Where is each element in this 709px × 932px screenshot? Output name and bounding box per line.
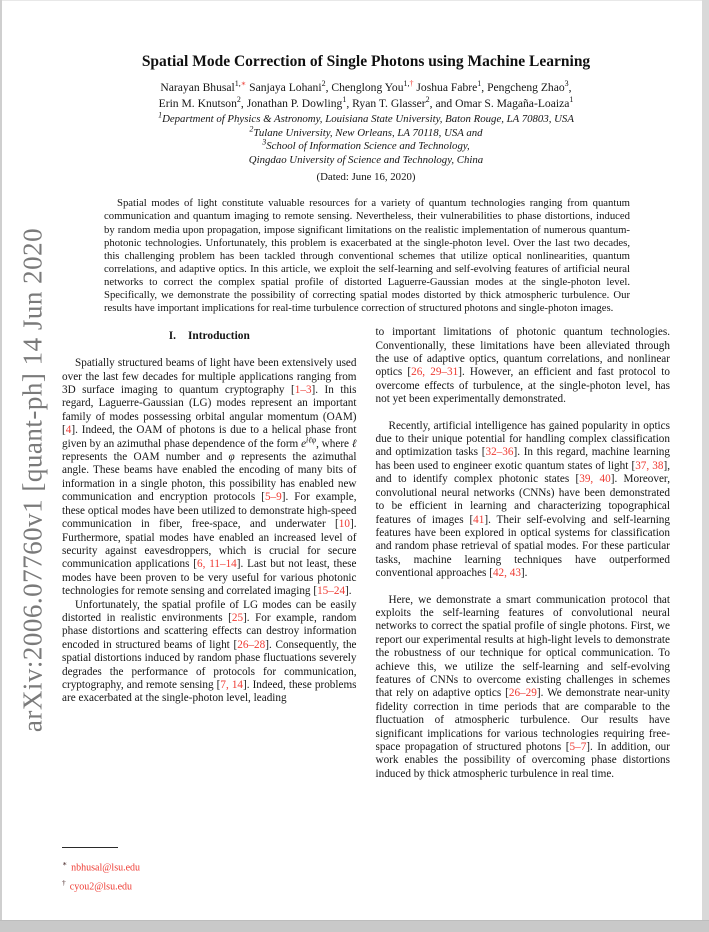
citation-link[interactable]: 26, 29–31 [411, 366, 459, 379]
dateline: (Dated: June 16, 2020) [316, 171, 416, 184]
paragraph: Recently, artificial intelligence has gained popularity in optics due to their unique potential for handling complex classification and optimization tasks [32–36]. In this regard, machine learning has been used to engineer exotic quantum states of light [37, 38], and to identify complex photonic states [39, 40]. Moreover, convolutional neural networks (CNNs) have been demonstrated to be efficient in learning and characterizing topographical features of images [41]. Their self-evolving and self-learning features have been explored in optical systems for classification and random phase retrieval of spatial modes. For these particular tasks, machine learning techniques have outperformed conventional approaches [42, 43]. [375, 419, 671, 580]
email-link[interactable]: cyou2@lsu.edu [69, 881, 133, 893]
citation-link[interactable]: 10 [338, 518, 350, 531]
citation-link[interactable]: 15–24 [317, 585, 346, 598]
affiliation-line: $^3$School of Information Science and Technology, [262, 137, 470, 153]
footnote-line [62, 856, 342, 875]
paper-content [62, 0, 670, 781]
footnote-block [62, 847, 342, 895]
citation-link[interactable]: 37, 38 [635, 459, 664, 472]
section-number: I. [168, 330, 176, 343]
author-line-2: Erin M. Knutson$^2$, Jonathan P. Dowling$^1$, Ryan T. Glasser$^2$, and Omar S. Magaña-Loaiza$^1$ [158, 94, 574, 110]
citation-link[interactable]: 5–7 [569, 741, 587, 753]
footnote-line [62, 875, 342, 894]
affiliation-block [62, 110, 670, 167]
scan-edge-left [0, 0, 2, 932]
citation-link[interactable]: 32–36 [485, 446, 514, 459]
citation-link[interactable]: 7, 14 [220, 678, 244, 691]
affiliation-line: Qingdao University of Science and Technology, China [248, 153, 484, 166]
right-column [376, 326, 671, 781]
footnote-marker: ∗ [62, 859, 68, 868]
author-block [62, 80, 670, 111]
citation-link[interactable]: 26–28 [237, 638, 266, 651]
section-heading-introduction [62, 329, 357, 344]
arxiv-stamp: arXiv:2006.07760v1 [quant-ph] 14 Jun 2020 [17, 227, 48, 733]
citation-link[interactable]: 39, 40 [579, 473, 611, 486]
abstract: Spatial modes of light constitute valuable resources for a variety of quantum technologies ranging from quantum communication and quantum imaging to remote sensing. Nevertheless, their vulnerabilities to phase distortions, induced by random media upon propagation, impose significant limitations on the realistic implementation of numerous quantum-photonic technologies. Unfortunately, this problem is exacerbated at the single-photon level. Over the last two decades, this challenging problem has been tackled through conventional schemes that utilize optical nonlinearities, quantum correlations, and adaptive optics. In this article, we exploit the self-learning and self-evolving features of artificial neural networks to correct the complex spatial profile of distorted Laguerre-Gaussian modes at the single-photon level. Specifically, we demonstrate the possibility of correcting spatial modes distorted by thick atmospheric turbulence. Our results have important implications for real-time turbulence correction of structured photons and single-photon images. [104, 197, 630, 315]
affiliation-line: $^1$Department of Physics & Astronomy, Louisiana State University, Baton Rouge, LA 70803, USA [158, 110, 574, 125]
affiliation-line: $^2$Tulane University, New Orleans, LA 70118, USA and [249, 124, 483, 139]
paragraph: Here, we demonstrate a smart communication protocol that exploits the self-learning features of convolutional neural networks to correct the spatial profile of single photons. First, we report our experimental results at high-light levels to demonstrate the robustness of our technique for optical communication. To achieve this, we utilize the self-learning and self-evolving features of CNNs to overcome existing challenges in schemes that rely on adaptive optics [26–29]. We demonstrate near-unity fidelity correction in time periods that are comparable to the fluctuation of atmospheric turbulence. Our results have significant implications for various technologies requiring free-space propagation of structured photons [5–7]. In addition, our work enables the possibility of overcoming phase distortions induced by thick atmospheric turbulence in real time. [375, 593, 671, 780]
scan-edge-bottom [0, 920, 709, 932]
citation-link[interactable]: 4 [65, 424, 72, 437]
footnote-rule [62, 847, 118, 848]
citation-link[interactable]: 42, 43 [492, 567, 521, 580]
paragraph: Unfortunately, the spatial profile of LG modes can be easily distorted in realistic environments [25]. For example, random phase distortions and scattering effects can destroy information encoded in structured beams of light [26–28]. Consequently, the spatial distortions induced by random phase fluctuations severely degrades the performance of protocols for communication, cryptography, and remote sensing [7, 14]. Indeed, these problems are exacerbated at the single-photon level, leading [62, 598, 357, 705]
paragraph: Spatially structured beams of light have been extensively used over the last few decades for multiple applications ranging from 3D surface imaging to quantum cryptography [1–3]. In this regard, Laguerre-Gaussian (LG) modes represent an important family of modes possessing orbital angular momentum (OAM) [4]. Indeed, the OAM of photons is due to a helical phase front given by an azimuthal phase dependence of the form $e^{i\ell\varphi}$, where ℓ represents the OAM number and φ represents the azimuthal angle. These beams have enabled the encoding of many bits of information in a single photon, this possibility has enabled new communication and encryption protocols [5–9]. For example, these optical modes have been utilized to demonstrate high-speed communication in fiber, free-space, and underwater [10]. Furthermore, spatial modes have enabled an increased level of security against eavesdroppers, which is crucial for secure communication applications [6, 11–14]. Last but not least, these modes have been proven to be very useful for various photonic technologies for remote sensing and correlated imaging [15–24]. [62, 357, 357, 598]
left-column [62, 326, 357, 781]
citation-link[interactable]: 25 [231, 611, 244, 624]
paper-title: Spatial Mode Correction of Single Photons using Machine Learning [141, 53, 591, 70]
two-column-body [62, 326, 670, 781]
citation-link[interactable]: 6, 11–14 [197, 558, 237, 571]
section-title: Introduction [187, 330, 250, 343]
citation-link[interactable]: 5–9 [264, 491, 282, 504]
paragraph: to important limitations of photonic quantum technologies. Conventionally, these limitations have been alleviated through the use of adaptive optics, quantum correlations, and nonlinear optics [26, 29–31]. However, an efficient and fast protocol to overcome effects of turbulence, at the single-photon level, has not yet been experimentally demonstrated. [375, 326, 671, 406]
citation-link[interactable]: 41 [473, 513, 485, 526]
footnote-marker: † [62, 878, 66, 888]
scan-edge-right [702, 0, 709, 932]
citation-link[interactable]: 26–29 [508, 687, 537, 700]
citation-link[interactable]: 1–3 [294, 384, 312, 397]
author-line-1: Narayan Bhusal$^{1,∗}$ Sanjaya Lohani$^2$, Chenglong You$^{1,\dagger}$ Joshua Fabre$^1$, Pengcheng Zhao$^3$, [160, 79, 572, 94]
email-link[interactable]: nbhusal@lsu.edu [71, 862, 141, 874]
